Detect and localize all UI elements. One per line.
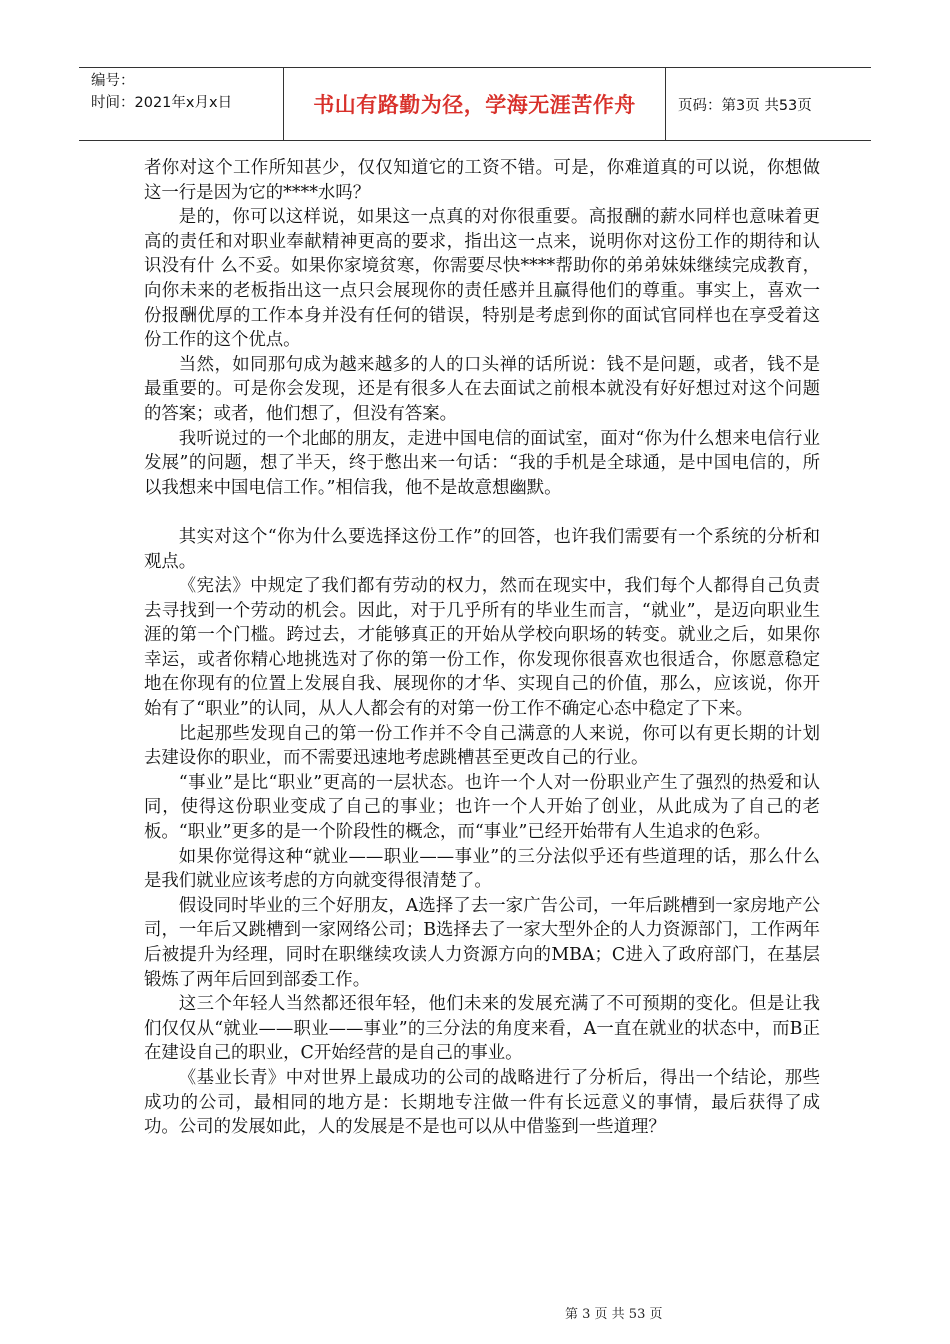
paragraph: 我听说过的一个北邮的朋友，走进中国电信的面试室，面对“你为什么想来电信行业发展”的问题，想了半天，终于憋出来一句话：“我的手机是全球通，是中国电信的，所以我想来中国电信工作。”相信我，他不是故意想幽默。 [144,428,820,498]
paragraph: 是的，你可以这样说，如果这一点真的对你很重要。高报酬的薪水同样也意味着更高的责任和对职业奉献精神更高的要求，指出这一点来，说明你对这份工作的期待和认识没有什 么不妥。如果你家境贫寒，你需要尽快****帮助你的弟弟妹妹继续完成教育，向你未来的老板指出这一点只会展现你的责任感并且赢得他们的尊重。事实上，喜欢一份报酬优厚的工作本身并没有任何的错误，特别是考虑到你的面试官同样也在享受着这份工作的这个优点。 [144,207,820,351]
paragraph: 假设同时毕业的三个好朋友，A选择了去一家广告公司，一年后跳槽到一家房地产公司，一年后又跳槽到一家网络公司；B选择去了一家大型外企的人力资源部门，工作两年后被提升为经理，同时在职继续攻读人力资源方向的MBA；C进入了政府部门，在基层锻炼了两年后回到部委工作。 [144,895,820,990]
paragraph: “事业”是比“职业”更高的一层状态。也许一个人对一份职业产生了强烈的热爱和认同，使得这份职业变成了自己的事业；也许一个人开始了创业，从此成为了自己的老板。“职业”更多的是一个阶段性的概念，而“事业”已经开始带有人生追求的色彩。 [144,772,820,843]
paragraph: 这三个年轻人当然都还很年轻，他们未来的发展充满了不可预期的变化。但是让我们仅仅从“就业——职业——事业”的三分法的角度来看，A一直在就业的状态中，而B正在建设自己的职业，C开始经营的是自己的事业。 [144,994,820,1064]
paragraph: 者你对这个工作所知甚少，仅仅知道它的工资不错。可是，你难道真的可以说，你想做这一行是因为它的****水吗？ [144,158,820,203]
paragraph: 如果你觉得这种“就业——职业——事业”的三分法似乎还有些道理的话，那么什么是我们就业应该考虑的方向就变得很清楚了。 [144,846,820,892]
document-body [144,156,820,1140]
header-motto: 书山有路勤为径，学海无涯苦作舟 [284,68,666,140]
header-meta [79,68,284,140]
header-page-number: 页码：第3页 共53页 [678,97,812,114]
paragraph: 《基业长青》中对世界上最成功的公司的战略进行了分析后，得出一个结论，那些成功的公司，最相同的地方是：长期地专注做一件有长远意义的事情，最后获得了成功。公司的发展如此，人的发展是不是也可以从中借鉴到一些道理？ [144,1067,820,1138]
serial-label: 编号： [91,73,135,89]
page-footer: 第 3 页 共 53 页 [565,1307,663,1322]
paragraph: 当然，如同那句成为越来越多的人的口头禅的话所说：钱不是问题，或者，钱不是最重要的。可是你会发现，还是有很多人在去面试之前根本就没有好好想过对这个问题的答案；或者，他们想了，但没有答案。 [144,354,820,424]
date-label: 时间：2021年x月x日 [91,95,233,111]
paragraph: 《宪法》中规定了我们都有劳动的权力，然而在现实中，我们每个人都得自己负责去寻找到一个劳动的机会。因此，对于几乎所有的毕业生而言，“就业”，是迈向职业生涯的第一个门槛。跨过去，才能够真正的开始从学校向职场的转变。就业之后，如果你幸运，或者你精心地挑选对了你的第一份工作，你发现你很喜欢也很适合，你愿意稳定地在你现有的位置上发展自我、展现你的才华、实现自己的价值，那么，应该说，你开始有了“职业”的认同，从人人都会有的对第一份工作不确定心态中稳定了下来。 [144,576,820,720]
paragraph: 其实对这个“你为什么要选择这份工作”的回答，也许我们需要有一个系统的分析和观点。 [144,526,820,572]
document-header [79,67,871,141]
paragraph: 比起那些发现自己的第一份工作并不令自己满意的人来说，你可以有更长期的计划去建设你的职业，而不需要迅速地考虑跳槽甚至更改自己的行业。 [144,723,820,769]
